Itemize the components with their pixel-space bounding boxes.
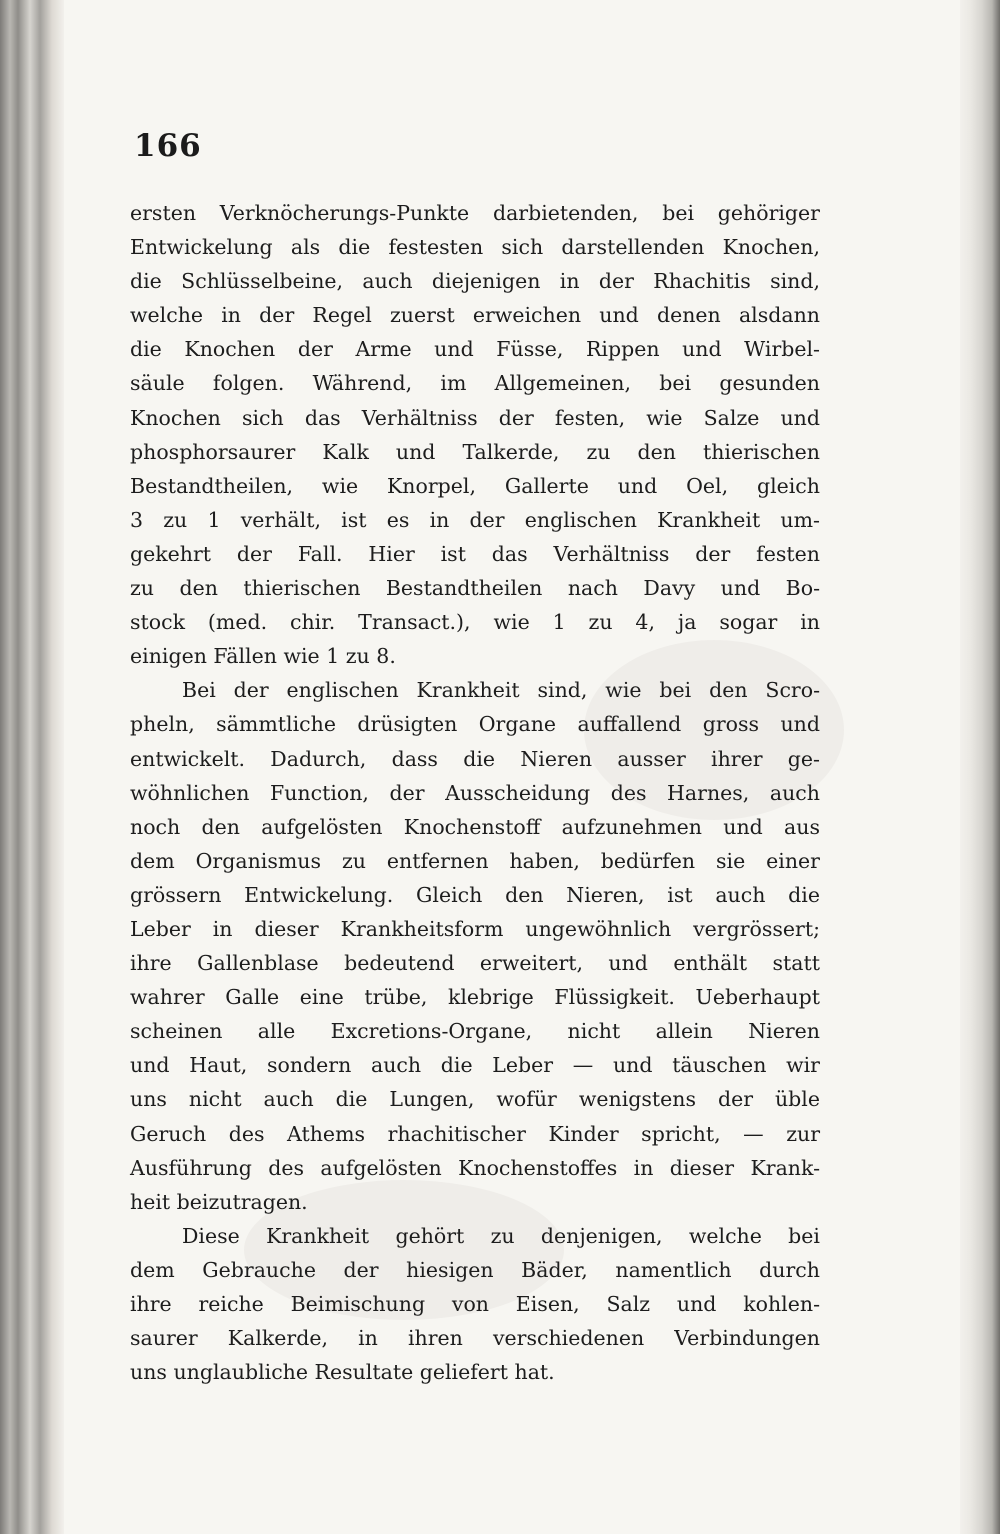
text-line: ihre Gallenblase bedeutend erweitert, und enthält statt [130,951,820,976]
text-line: uns nicht auch die Lungen, wofür wenigstens der üble [130,1087,820,1112]
text-line: stock (med. chir. Transact.), wie 1 zu 4, ja sogar in [130,610,820,635]
text-line: Knochen sich das Verhältniss der festen, wie Salze und [130,405,820,430]
text-line: uns unglaubliche Resultate geliefert hat. [130,1360,555,1385]
text-line: Entwickelung als die festesten sich darstellenden Knochen, [130,235,820,260]
text-line: die Knochen der Arme und Füsse, Rippen und Wirbel- [130,337,820,362]
text-line: wöhnlichen Function, der Ausscheidung des Harnes, auch [130,780,820,805]
text-line: Geruch des Athems rhachitischer Kinder spricht, — zur [130,1121,820,1146]
text-line: Diese Krankheit gehört zu denjenigen, welche bei [182,1223,820,1248]
text-line: phosphorsaurer Kalk und Talkerde, zu den thierischen [130,439,820,464]
text-line: Bestandtheilen, wie Knorpel, Gallerte und Oel, gleich [130,473,820,498]
book-binding-edge [0,0,64,1534]
text-line: pheln, sämmtliche drüsigten Organe auffallend gross und [130,712,820,737]
text-line: 3 zu 1 verhält, ist es in der englischen Krankheit um- [130,507,820,532]
text-line: Ausführung des aufgelösten Knochenstoffes in dieser Krank- [130,1155,820,1180]
text-line: wahrer Galle eine trübe, klebrige Flüssigkeit. Ueberhaupt [130,985,820,1010]
text-line: und Haut, sondern auch die Leber — und täuschen wir [130,1053,820,1078]
text-line: dem Gebrauche der hiesigen Bäder, namentlich durch [130,1257,820,1282]
text-line: noch den aufgelösten Knochenstoff aufzunehmen und aus [130,814,820,839]
text-line: welche in der Regel zuerst erweichen und denen alsdann [130,303,820,328]
text-line: grössern Entwickelung. Gleich den Nieren, ist auch die [130,882,820,907]
text-line: ersten Verknöcherungs-Punkte darbietenden, bei gehöriger [130,201,820,225]
body-text [130,196,820,1389]
text-line: einigen Fällen wie 1 zu 8. [130,644,396,669]
text-line: ihre reiche Beimischung von Eisen, Salz und kohlen- [130,1292,820,1316]
text-line: Bei der englischen Krankheit sind, wie bei den Scro- [182,678,820,703]
text-line: säule folgen. Während, im Allgemeinen, bei gesunden [130,371,820,396]
text-line: entwickelt. Dadurch, dass die Nieren ausser ihrer ge- [130,746,820,771]
text-line: scheinen alle Excretions-Organe, nicht allein Nieren [130,1019,820,1044]
text-line: heit beizutragen. [130,1189,308,1214]
text-line: dem Organismus zu entfernen haben, bedürfen sie einer [130,848,820,873]
page-right-edge [960,0,1000,1534]
text-line: gekehrt der Fall. Hier ist das Verhältniss der festen [130,541,820,566]
text-line: Leber in dieser Krankheitsform ungewöhnlich vergrössert; [130,916,820,941]
text-line: zu den thierischen Bestandtheilen nach Davy und Bo- [130,576,820,601]
page-number: 166 [134,128,202,164]
text-line: die Schlüsselbeine, auch diejenigen in der Rhachitis sind, [130,269,820,294]
text-line: saurer Kalkerde, in ihren verschiedenen Verbindungen [130,1326,820,1351]
